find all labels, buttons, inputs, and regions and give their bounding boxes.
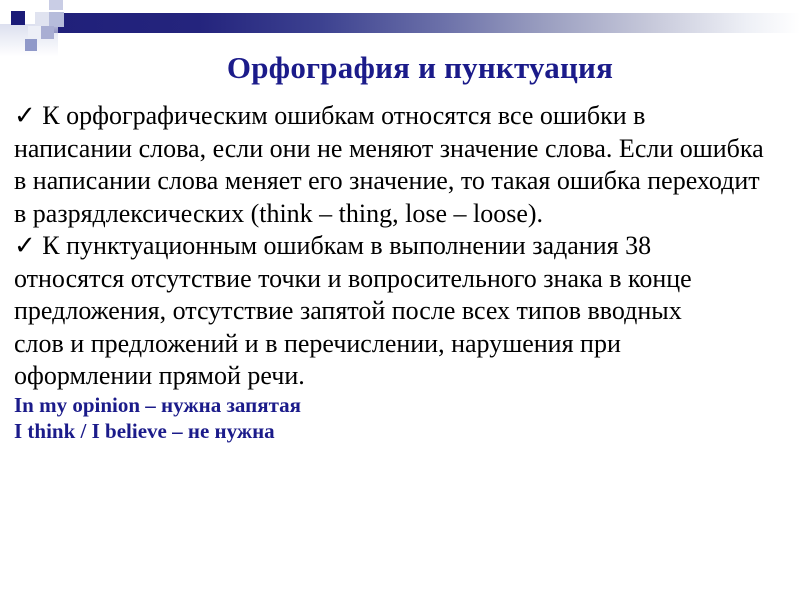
body-line: относятся отсутствие точки и вопросительного знака в конце xyxy=(14,263,692,293)
body-line: в разрядлексических (think – thing, lose – loose). xyxy=(14,198,544,228)
slide-body xyxy=(14,100,800,393)
decor-square xyxy=(41,26,54,39)
slide-notes xyxy=(14,392,800,444)
note-line: In my opinion – нужна запятая xyxy=(14,393,302,417)
header-gradient-bar xyxy=(48,13,800,33)
decor-square xyxy=(11,11,25,25)
body-line: ✓ К пунктуационным ошибкам в выполнении задания 38 xyxy=(14,231,652,260)
note-line: I think / I believe – не нужна xyxy=(14,419,275,443)
decor-square xyxy=(28,26,41,39)
body-line: написании слова, если они не меняют значение слова. Если ошибка xyxy=(14,133,764,163)
slide-title: Орфография и пунктуация xyxy=(226,50,614,85)
decor-square xyxy=(49,12,64,27)
body-line: оформлении прямой речи. xyxy=(14,361,305,390)
body-line: слов и предложений и в перечислении, нарушения при xyxy=(14,328,621,358)
decor-square xyxy=(49,0,63,10)
body-line: в написании слова меняет его значение, то такая ошибка переходит xyxy=(14,166,760,195)
body-line: ✓ К орфографическим ошибкам относятся все ошибки в xyxy=(14,101,646,130)
body-line: предложения, отсутствие запятой после всех типов вводных xyxy=(14,296,682,325)
decor-square xyxy=(35,12,49,26)
